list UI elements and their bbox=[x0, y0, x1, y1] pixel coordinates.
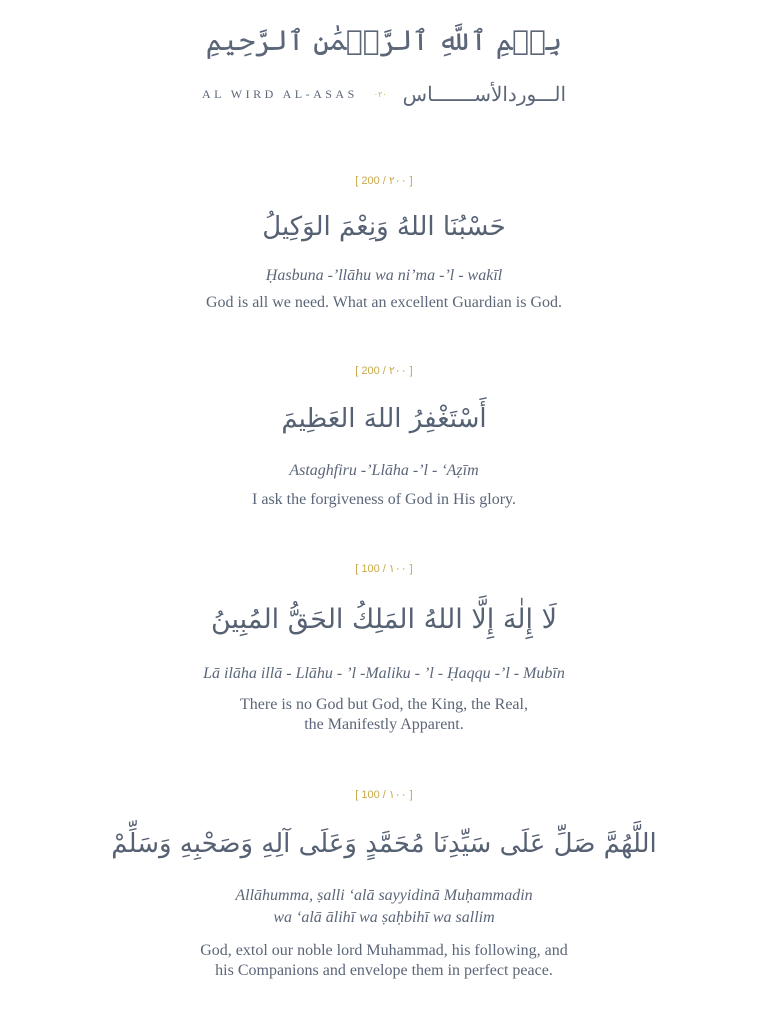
translation: God is all we need. What an excellent Guardian is God. bbox=[205, 294, 563, 311]
title-row bbox=[0, 82, 768, 106]
repetition-count: [ 200 / ٢٠٠ ] bbox=[355, 175, 413, 187]
arabic-text: حَسْبُنَا اللهُ وَنِعْمَ الوَكِيلُ bbox=[262, 212, 506, 242]
transliteration: Lā ilāha illā - Llāhu - ’l -Maliku - ’l - Ḥaqqu -’l - Mubīn bbox=[203, 665, 565, 682]
repetition-count: [ 100 / ١٠٠ ] bbox=[355, 789, 413, 801]
transliteration: Allāhumma, ṣalli ‘alā sayyidinā Muḥammadin wa ‘alā ālihī wa ṣaḥbihī wa sallim bbox=[235, 887, 533, 926]
title-latin: AL WIRD AL-ASAS bbox=[201, 86, 358, 101]
repetition-count: [ 100 / ١٠٠ ] bbox=[355, 563, 413, 575]
arabic-text: أَسْتَغْفِرُ اللهَ العَظِيمَ bbox=[281, 404, 487, 434]
repetition-count: [ 200 / ٢٠٠ ] bbox=[355, 365, 413, 377]
arabic-text: لَا إِلٰهَ إِلَّا اللهُ المَلِكُ الحَقُّ المُبِينُ bbox=[210, 604, 558, 635]
translation: I ask the forgiveness of God in His glory. bbox=[252, 491, 516, 508]
arabic-text: اللَّهُمَّ صَلِّ عَلَى سَيِّدِنَا مُحَمَّدٍ وَعَلَى آلِهِ وَصَحْبِهِ وَسَلِّمْ bbox=[111, 829, 657, 859]
dhikr-section-2 bbox=[0, 363, 768, 510]
dhikr-section-4 bbox=[0, 787, 768, 981]
title-separator: ٠٢٠ bbox=[373, 89, 387, 99]
dhikr-section-1 bbox=[0, 173, 768, 313]
transliteration: Ḥasbuna -’llāhu wa ni’ma -’l - wakīl bbox=[265, 267, 503, 284]
transliteration: Astaghfiru -’Llāha -’l - ‘Aẓīm bbox=[289, 462, 479, 479]
translation: There is no God but God, the King, the Real, the Manifestly Apparent. bbox=[240, 696, 528, 733]
title-arabic: الـــوردالأســـــــاس bbox=[402, 82, 567, 106]
dhikr-section-3 bbox=[0, 561, 768, 735]
translation: God, extol our noble lord Muhammad, his following, and his Companions and envelope them in perfect peace. bbox=[200, 942, 568, 979]
basmala-calligraphy: بِسۡمِ ٱللَّهِ ٱلرَّحۡمَٰنِ ٱلرَّحِيمِ bbox=[205, 24, 563, 57]
